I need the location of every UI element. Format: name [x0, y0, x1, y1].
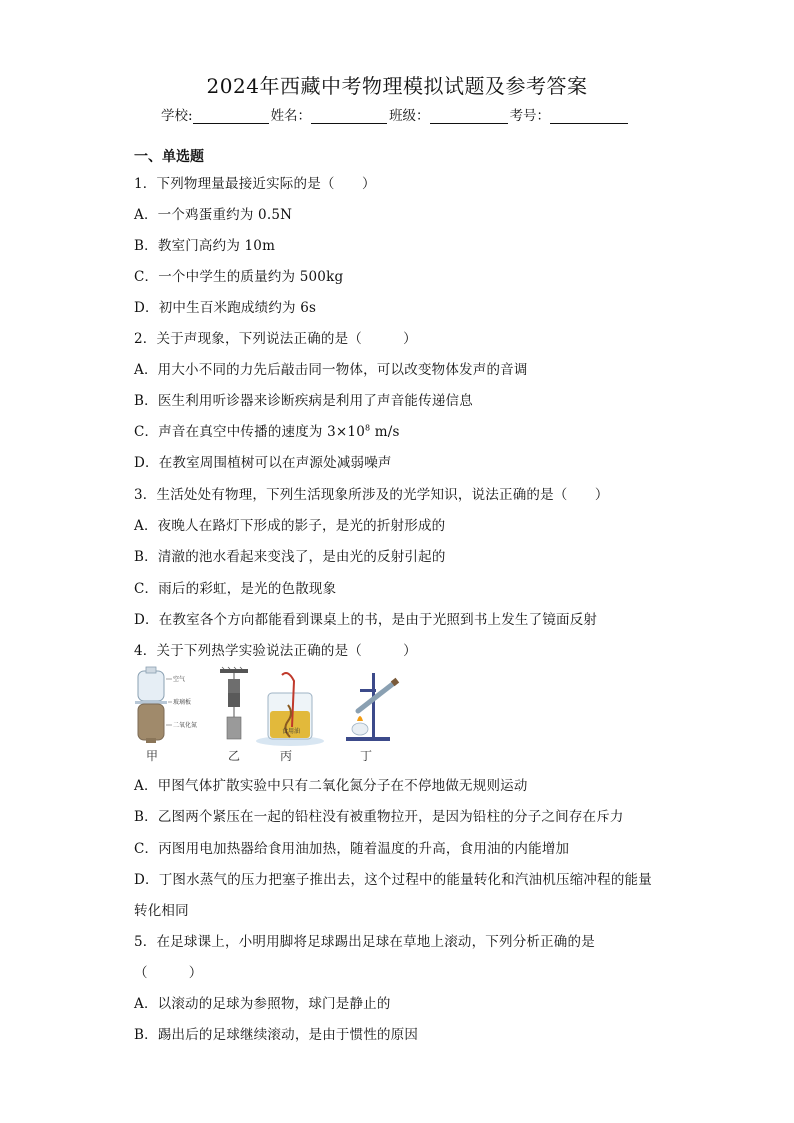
- option-a: A．用大小不同的力先后敲击同一物体，可以改变物体发声的音调: [134, 362, 528, 378]
- figure-jia: [135, 667, 197, 763]
- question-stem: 4．关于下列热学实验说法正确的是（ ）: [134, 643, 417, 659]
- option-c-exponent: 8: [365, 423, 371, 433]
- figure-yi: [220, 667, 248, 763]
- figure-ding: [346, 673, 399, 763]
- exam-no-label: 考号：: [509, 108, 551, 124]
- option-d: D．丁图水蒸气的压力把塞子推出去，这个过程中的能量转化和汽油机压缩冲程的能量: [134, 872, 652, 888]
- option-b: B．教室门高约为 10m: [134, 238, 276, 254]
- option-a: A．夜晚人在路灯下形成的影子，是光的折射形成的: [134, 518, 446, 534]
- school-blank[interactable]: [193, 109, 269, 124]
- caption-bing: 丙: [280, 749, 293, 763]
- option-b: B．乙图两个紧压在一起的铅柱没有被重物拉开，是因为铅柱的分子之间存在斥力: [134, 809, 624, 825]
- figure-bing: [256, 673, 324, 763]
- name-blank[interactable]: [311, 109, 387, 124]
- experiment-figure: [132, 665, 412, 765]
- school-label: 学校:: [161, 108, 193, 124]
- label-air: 空气: [173, 676, 186, 683]
- option-d: D．在教室周围植树可以在声源处减弱噪声: [134, 455, 392, 471]
- option-d-continued: 转化相同: [134, 903, 189, 919]
- option-a: A．以滚动的足球为参照物，球门是静止的: [134, 996, 391, 1012]
- question-stem-continued: （ ）: [134, 965, 203, 981]
- option-c: C．一个中学生的质量约为 500kg: [134, 269, 344, 285]
- caption-jia: 甲: [146, 749, 159, 763]
- option-c-text: C．声音在真空中传播的速度为 3×10: [134, 424, 365, 440]
- option-c: C．丙图用电加热器给食用油加热，随着温度的升高，食用油的内能增加: [134, 841, 570, 857]
- page-title: 2024年西藏中考物理模拟试题及参考答案: [206, 74, 588, 98]
- question-stem: 2．关于声现象，下列说法正确的是（ ）: [134, 331, 417, 347]
- student-info: [161, 104, 630, 124]
- question-stem: 1．下列物理量最接近实际的是（ ）: [134, 176, 376, 192]
- option-d: D．在教室各个方向都能看到课桌上的书，是由于光照到书上发生了镜面反射: [134, 612, 598, 628]
- option-c: C．雨后的彩虹，是光的色散现象: [134, 581, 337, 597]
- label-oil: 食用油: [282, 728, 301, 735]
- question-stem: 3．生活处处有物理，下列生活现象所涉及的光学知识，说法正确的是（ ）: [134, 487, 609, 503]
- option-a: A．一个鸡蛋重约为 0.5N: [134, 207, 293, 223]
- label-glass-plate: 玻璃板: [173, 699, 192, 706]
- option-b: B．踢出后的足球继续滚动，是由于惯性的原因: [134, 1027, 419, 1043]
- option-c-unit: m/s: [370, 424, 400, 440]
- name-label: 姓名：: [270, 108, 312, 124]
- option-a: A．甲图气体扩散实验中只有二氧化氮分子在不停地做无规则运动: [134, 778, 528, 794]
- label-no2: 二氧化氮: [173, 722, 198, 729]
- option-d: D．初中生百米跑成绩约为 6s: [134, 300, 317, 316]
- caption-yi: 乙: [228, 749, 241, 763]
- option-b: B．医生利用听诊器来诊断疾病是利用了声音能传递信息: [134, 393, 473, 409]
- section-heading: 一、单选题: [134, 149, 204, 165]
- option-c: [134, 420, 400, 440]
- class-label: 班级：: [389, 108, 430, 124]
- exam-no-blank[interactable]: [550, 109, 628, 124]
- caption-ding: 丁: [360, 749, 373, 763]
- class-blank[interactable]: [430, 109, 508, 124]
- question-stem: 5．在足球课上，小明用脚将足球踢出足球在草地上滚动，下列分析正确的是: [134, 934, 595, 950]
- option-b: B．清澈的池水看起来变浅了，是由光的反射引起的: [134, 549, 446, 565]
